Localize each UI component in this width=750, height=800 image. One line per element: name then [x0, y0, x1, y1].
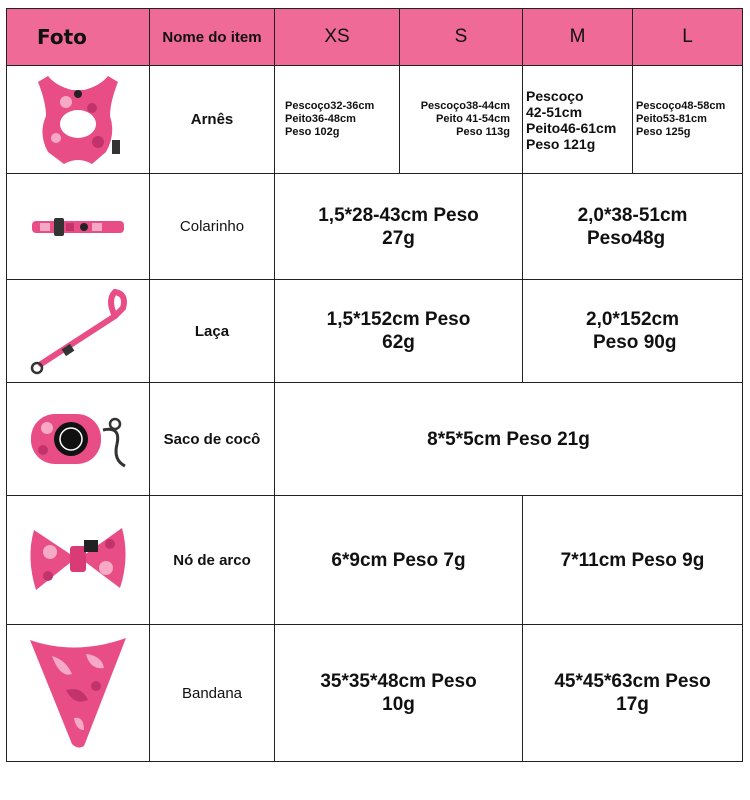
table-row-poop-bag — [7, 383, 743, 496]
bandana-size-m-l: 45*45*63cm Peso 17g — [523, 625, 743, 762]
poop-bag-photo — [7, 383, 150, 496]
bandana-size-xs-s: 35*35*48cm Peso 10g — [275, 625, 523, 762]
collar-name: Colarinho — [150, 174, 275, 280]
leash-size-xs-s: 1,5*152cm Peso 62g — [275, 280, 523, 383]
bow-tie-photo — [7, 496, 150, 625]
collar-size-xs-s: 1,5*28-43cm Peso 27g — [275, 174, 523, 280]
leash-size-m-l: 2,0*152cm Peso 90g — [523, 280, 743, 383]
header-row — [7, 9, 743, 66]
harness-size-m: Pescoço 42-51cm Peito46-61cm Peso 121g — [523, 66, 633, 174]
bow-tie-size-m-l: 7*11cm Peso 9g — [523, 496, 743, 625]
header-foto: Foto — [7, 9, 150, 66]
header-item-name: Nome do item — [150, 9, 275, 66]
bandana-name: Bandana — [150, 625, 275, 762]
collar-photo — [7, 174, 150, 280]
table-row-harness — [7, 66, 743, 174]
table-row-bow-tie — [7, 496, 743, 625]
leash-icon — [23, 286, 133, 376]
bandana-icon — [26, 634, 130, 752]
header-size-m: M — [523, 9, 633, 66]
header-size-xs: XS — [275, 9, 400, 66]
poop-bag-size-all: 8*5*5cm Peso 21g — [275, 383, 743, 496]
harness-size-s: Pescoço38-44cm Peito 41-54cm Peso 113g — [400, 66, 523, 174]
harness-name: Arnês — [150, 66, 275, 174]
bow-tie-icon — [26, 518, 130, 602]
poop-bag-name: Saco de cocô — [150, 383, 275, 496]
table-row-collar — [7, 174, 743, 280]
table-row-bandana — [7, 625, 743, 762]
bandana-photo — [7, 625, 150, 762]
harness-size-l: Pescoço48-58cm Peito53-81cm Peso 125g — [633, 66, 743, 174]
leash-photo — [7, 280, 150, 383]
header-size-s: S — [400, 9, 523, 66]
harness-size-xs: Pescoço32-36cm Peito36-48cm Peso 102g — [275, 66, 400, 174]
harness-photo — [7, 66, 150, 174]
bow-tie-size-xs-s: 6*9cm Peso 7g — [275, 496, 523, 625]
bow-tie-name: Nó de arco — [150, 496, 275, 625]
poop-bag-icon — [25, 404, 131, 474]
header-size-l: L — [633, 9, 743, 66]
leash-name: Laça — [150, 280, 275, 383]
collar-size-m-l: 2,0*38-51cm Peso48g — [523, 174, 743, 280]
size-chart-table — [6, 8, 743, 762]
table-row-leash — [7, 280, 743, 383]
collar-icon — [26, 212, 130, 242]
harness-icon — [26, 72, 130, 168]
